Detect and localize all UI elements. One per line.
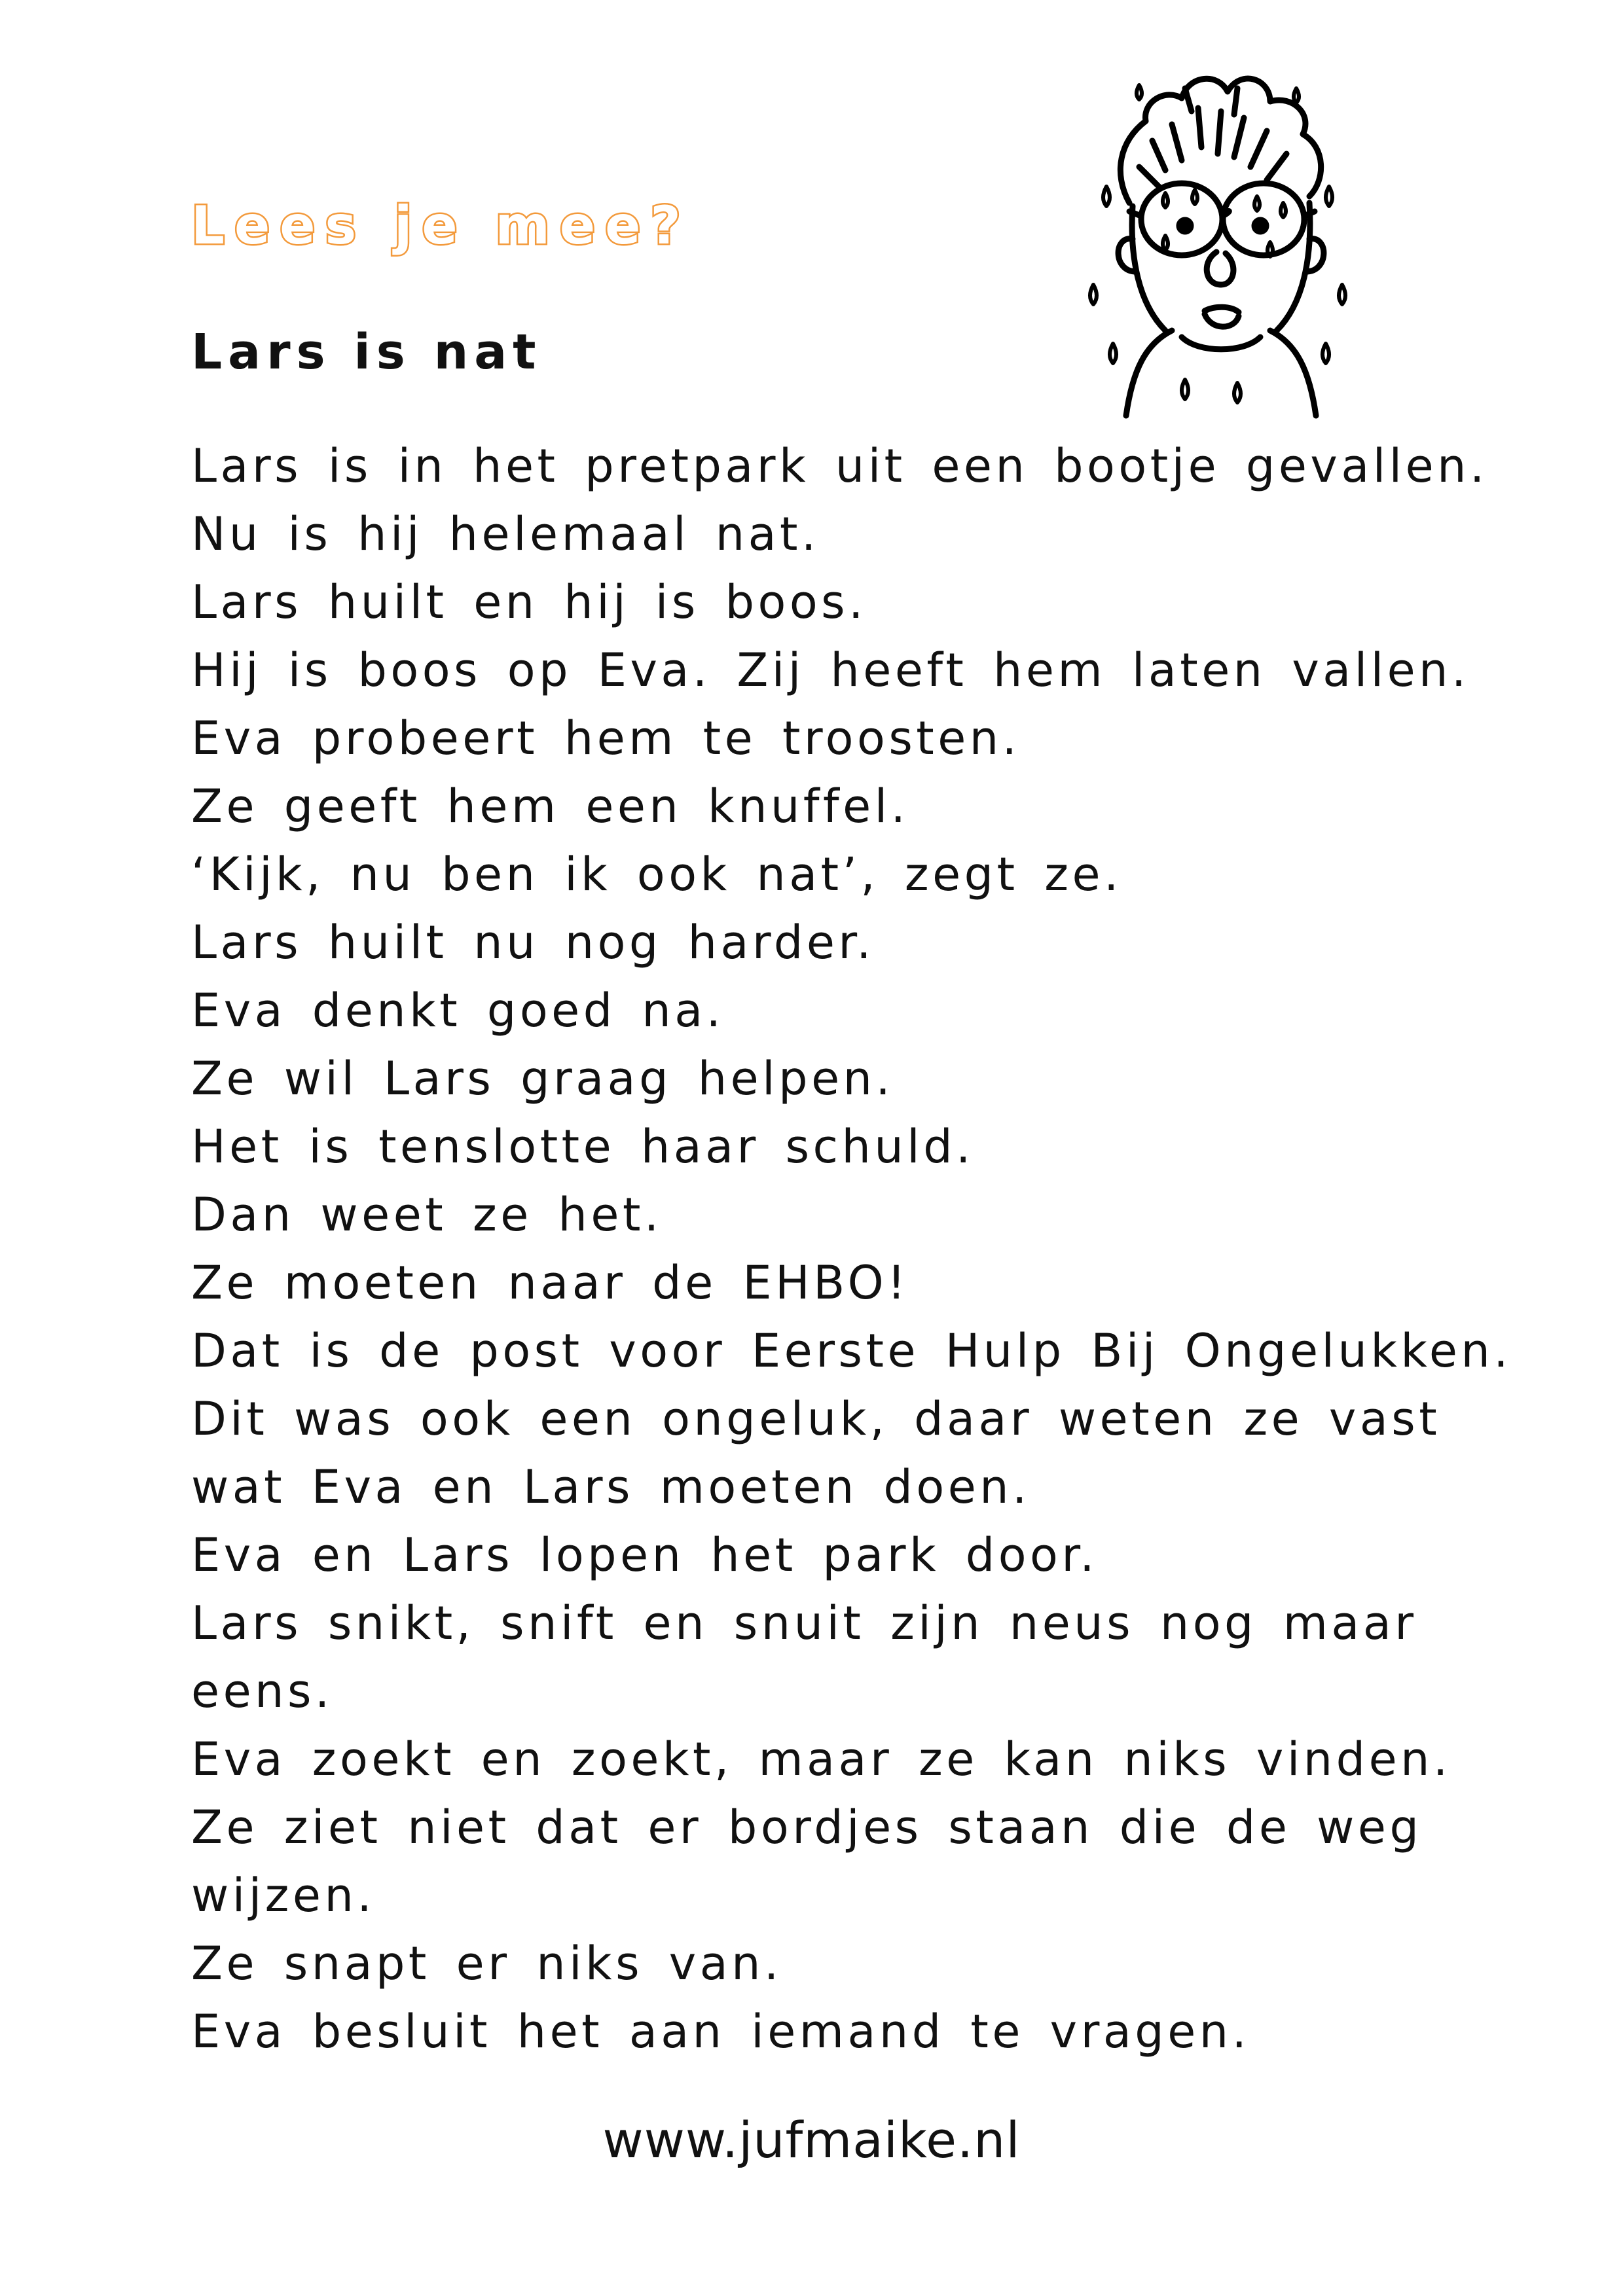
story-line: ‘Kijk, nu ben ik ook nat’, zegt ze. (191, 848, 1122, 901)
story-line: Eva zoekt en zoekt, maar ze kan niks vinden. (191, 1732, 1451, 1786)
story-line: Lars huilt en hij is boos. (191, 575, 867, 629)
story-line: Ze snapt er niks van. (191, 1937, 782, 1990)
page-heading: Lees je mee? (191, 195, 691, 256)
story-line: Ze moeten naar de EHBO! (191, 1256, 909, 1310)
story-line: Ze ziet niet dat er bordjes staan die de weg (191, 1801, 1423, 1854)
story-line: Lars huilt nu nog harder. (191, 916, 875, 969)
story-text (191, 432, 1512, 2066)
story-line: Eva besluit het aan iemand te vragen. (191, 2005, 1250, 2058)
website-url: www.jufmaike.nl (602, 2111, 1021, 2169)
story-title: Lars is nat (191, 324, 542, 380)
story-line: wijzen. (191, 1869, 376, 1922)
story-line: Ze wil Lars graag helpen. (191, 1052, 894, 1105)
story-line: Eva probeert hem te troosten. (191, 711, 1021, 765)
story-line: Eva en Lars lopen het park door. (191, 1528, 1098, 1582)
story-line: Dan weet ze het. (191, 1188, 663, 1242)
story-line: Lars snikt, snift en snuit zijn neus nog maar (191, 1596, 1417, 1650)
story-line: Lars is in het pretpark uit een bootje gevallen. (191, 439, 1488, 493)
story-line: Dat is de post voor Eerste Hulp Bij Ongelukken. (191, 1324, 1512, 1378)
story-line: Dit was ook een ongeluk, daar weten ze vast (191, 1392, 1441, 1446)
story-line: Nu is hij helemaal nat. (191, 507, 820, 561)
story-line: eens. (191, 1664, 333, 1718)
story-line: Ze geeft hem een knuffel. (191, 780, 909, 833)
story-line: Het is tenslotte haar schuld. (191, 1120, 974, 1174)
story-line: wat Eva en Lars moeten doen. (191, 1460, 1030, 1514)
story-line: Hij is boos op Eva. Zij heeft hem laten vallen. (191, 643, 1470, 697)
story-line: Eva denkt goed na. (191, 984, 725, 1037)
wet-boy-with-glasses-icon (1067, 62, 1368, 429)
